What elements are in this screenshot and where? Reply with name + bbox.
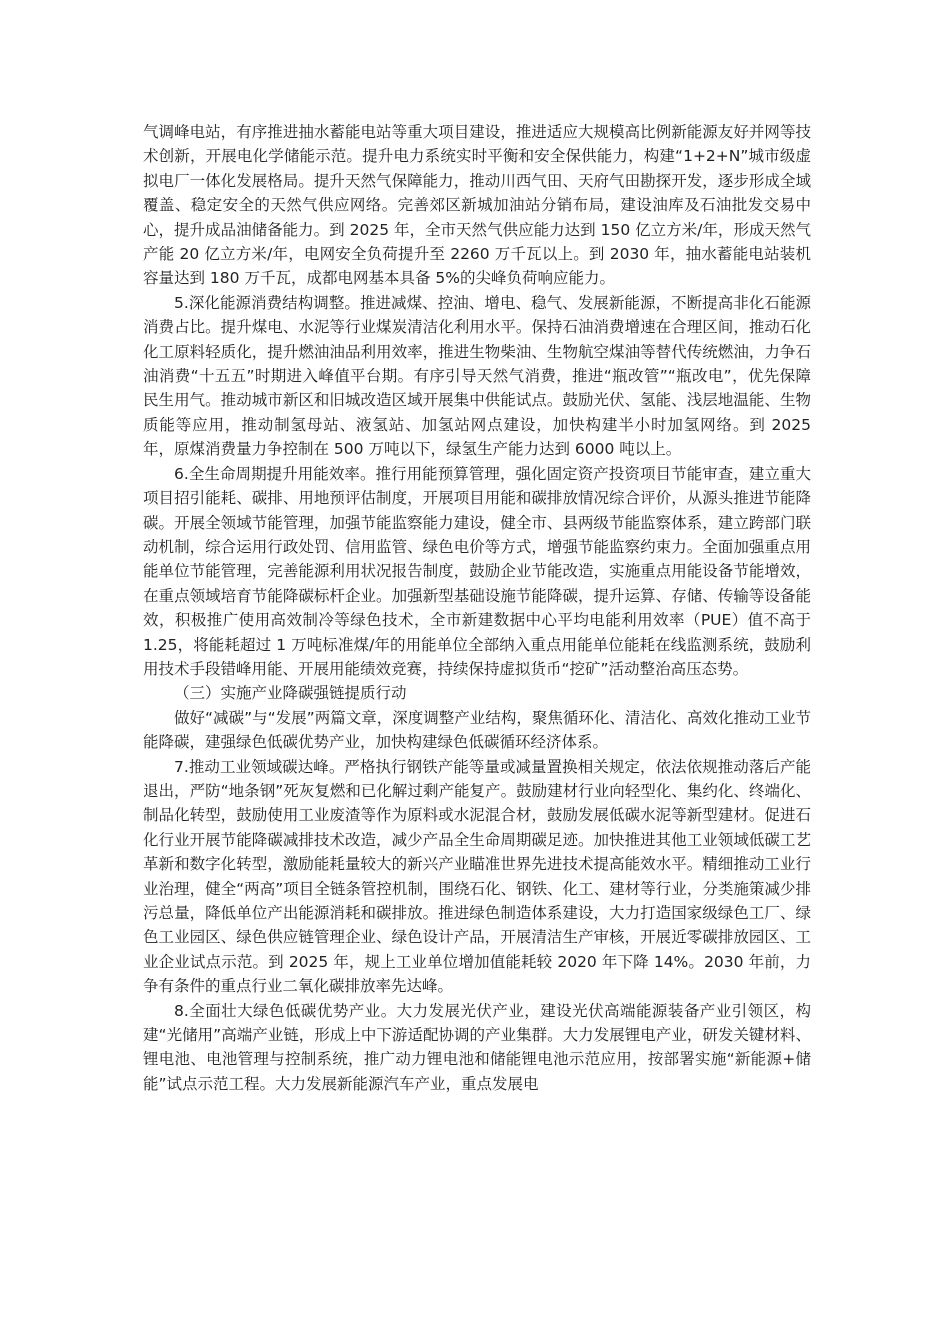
paragraph-section-intro: 做好“减碳”与“发展”两篇文章，深度调整产业结构，聚焦循环化、清洁化、高效化推动工业节能降碳，建强绿色低碳优势产业，加快构建绿色低碳循环经济体系。 <box>143 708 811 752</box>
paragraph-energy-efficiency: 6.全生命周期提升用能效率。推行用能预算管理，强化固定资产投资项目节能审查，建立重大项目招引能耗、碳排、用地预评估制度，开展项目用能和碳排放情况综合评价，从源头推进节能降碳。开展全领域节能管理，加强节能监察能力建设，健全市、县两级节能监察体系，建立跨部门联动机制，综合运用行政处罚、信用监管、绿色电价等方式，增强节能监察约束力。全面加强重点用能单位节能管理，完善能源利用状况报告制度，鼓励企业节能改造，实施重点用能设备节能增效，在重点领域培育节能降碳标杆企业。加强新型基础设施节能降碳，提升运算、存储、传输等设备能效，积极推广使用高效制冷等绿色技术，全市新建数据中心平均电能利用效率（PUE）值不高于 1.25，将能耗超过 1 万吨标准煤/年的用能单位全部纳入重点用能单位能耗在线监测系统，鼓励利用技术手段错峰用能、开展用能绩效竞赛，持续保持虚拟货币“挖矿”活动整治高压态势。 <box>143 464 811 678</box>
document-body <box>143 120 811 1096</box>
paragraph-power-and-gas-supply: 气调峰电站，有序推进抽水蓄能电站等重大项目建设，推进适应大规模高比例新能源友好并网等技术创新，开展电化学储能示范。提升电力系统实时平衡和安全保供能力，构建“1+2+N”城市级虚拟电厂一体化发展格局。提升天然气保障能力，推动川西气田、天府气田勘探开发，逐步形成全域覆盖、稳定安全的天然气供应网络。完善郊区新城加油站分销布局，建设油库及石油批发交易中心，提升成品油储备能力。到 2025 年，全市天然气供应能力达到 150 亿立方米/年，形成天然气产能 20 亿立方米/年，电网安全负荷提升至 2260 万千瓦以上。到 2030 年，抽水蓄能电站装机容量达到 180 万千瓦，成都电网基本具备 5%的尖峰负荷响应能力。 <box>143 123 811 288</box>
paragraph-energy-consumption-structure: 5.深化能源消费结构调整。推进减煤、控油、增电、稳气、发展新能源，不断提高非化石能源消费占比。提升煤电、水泥等行业煤炭清洁化利用水平。保持石油消费增速在合理区间，推动石化化工原料轻质化，提升燃油油品利用效率，推进生物柴油、生物航空煤油等替代传统燃油，力争石油消费“十五五”时期进入峰值平台期。有序引导天然气消费，推进“瓶改管”“瓶改电”，优先保障民生用气。推动城市新区和旧城改造区域开展集中供能试点。鼓励光伏、氢能、浅层地温能、生物质能等应用，推动制氢母站、液氢站、加氢站网点建设，加快构建半小时加氢网络。到 2025 年，原煤消费量力争控制在 500 万吨以下，绿氢生产能力达到 6000 吨以上。 <box>143 293 811 459</box>
paragraph-industrial-carbon-peak: 7.推动工业领域碳达峰。严格执行钢铁产能等量或减量置换相关规定，依法依规推动落后产能退出，严防“地条钢”死灰复燃和已化解过剩产能复产。鼓励建材行业向轻型化、集约化、终端化、制品化转型，鼓励使用工业废渣等作为原料或水泥混合材，鼓励发展低碳水泥等新型建材。促进石化行业开展节能降碳减排技术改造，减少产品全生命周期碳足迹。加快推进其他工业领域低碳工艺革新和数字化转型，激励能耗量较大的新兴产业瞄准世界先进技术提高能效水平。精细推动工业行业治理，健全“两高”项目全链条管控机制，围绕石化、钢铁、化工、建材等行业，分类施策减少排污总量，降低单位产出能源消耗和碳排放。推进绿色制造体系建设，大力打造国家级绿色工厂、绿色工业园区、绿色供应链管理企业、绿色设计产品，开展清洁生产审核，开展近零碳排放园区、工业企业试点示范。到 2025 年，规上工业单位增加值能耗较 2020 年下降 14%。2030 年前，力争有条件的重点行业二氧化碳排放率先达峰。 <box>143 757 811 996</box>
paragraph-green-low-carbon-industries: 8.全面壮大绿色低碳优势产业。大力发展光伏产业，建设光伏高端能源装备产业引领区，构建“光储用”高端产业链，形成上中下游适配协调的产业集群。大力发展锂电产业，研发关键材料、锂电池、电池管理与控制系统，推广动力锂电池和储能锂电池示范应用，按部署实施“新能源+储能”试点示范工程。大力发展新能源汽车产业，重点发展电 <box>143 1001 811 1093</box>
section-heading-industry-decarbonization: （三）实施产业降碳强链提质行动 <box>174 684 407 703</box>
